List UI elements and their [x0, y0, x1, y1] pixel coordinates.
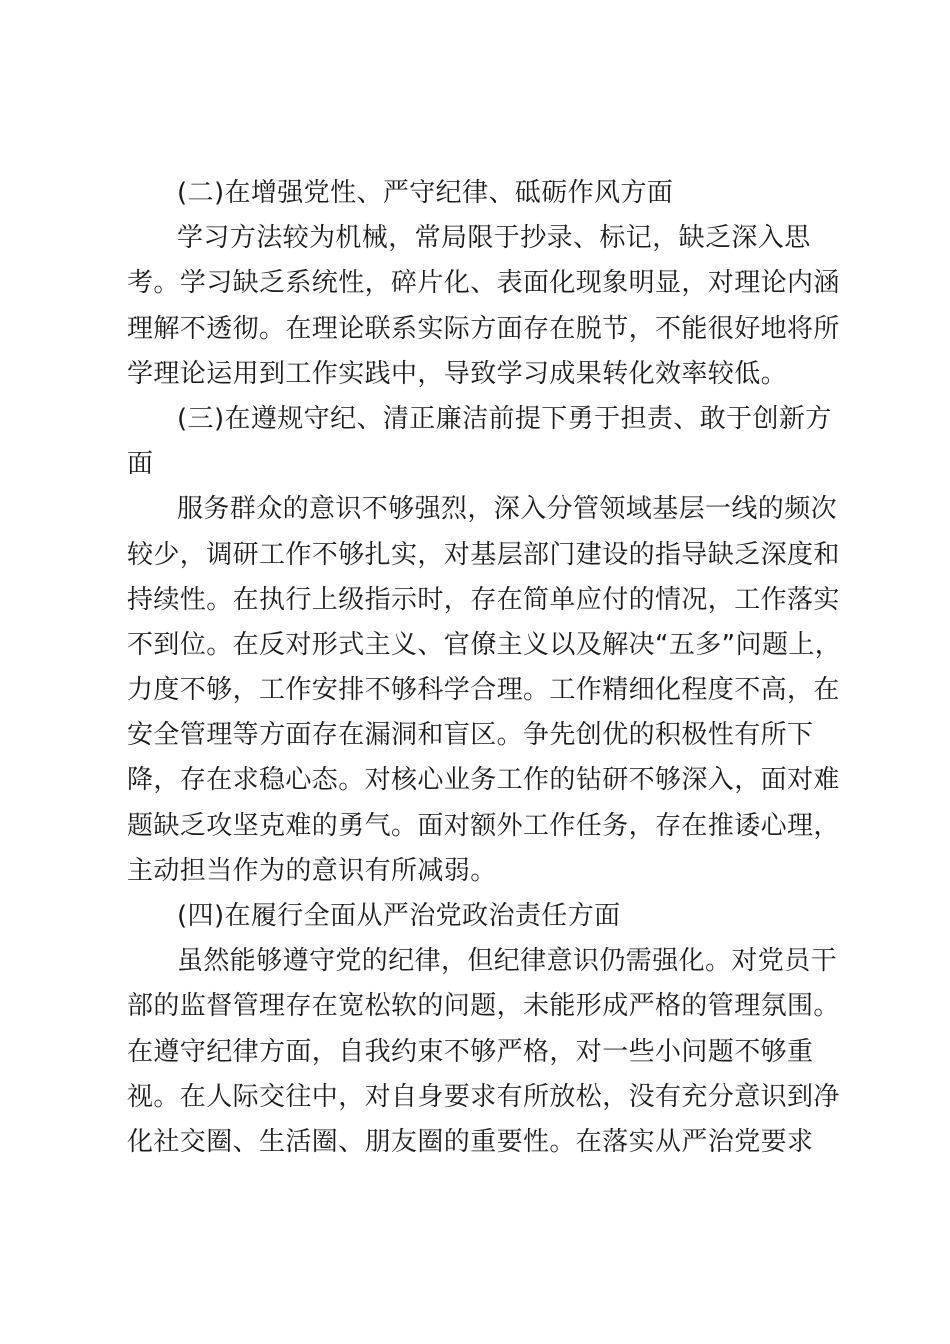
paragraph-line: 学理论运用到工作实践中，导致学习成果转化效率较低。	[127, 358, 788, 389]
section-heading-3-continued: 面	[127, 449, 154, 480]
paragraph-line: 不到位。在反对形式主义、官僚主义以及解决“五多”问题上，	[127, 629, 842, 660]
paragraph-line: 持续性。在执行上级指示时，存在简单应付的情况，工作落实	[127, 584, 840, 615]
paragraph-line: 理解不透彻。在理论联系实际方面存在脱节，不能很好地将所	[127, 313, 840, 344]
document-body	[127, 171, 842, 1165]
paragraph-line: 视。在人际交往中，对自身要求有所放松，没有充分意识到净	[127, 1081, 840, 1112]
section-heading-2: (二)在增强党性、严守纪律、砥砺作风方面	[177, 178, 674, 208]
paragraph-line: 部的监督管理存在宽松软的问题，未能形成严格的管理氛围。	[127, 991, 840, 1022]
paragraph-line: 题缺乏攻坚克难的勇气。面对额外工作任务，存在推诿心理，	[127, 810, 840, 841]
paragraph-line: 考。学习缺乏系统性，碎片化、表面化现象明显，对理论内涵	[127, 268, 840, 299]
paragraph-line: 学习方法较为机械，常局限于抄录、标记，缺乏深入思	[177, 223, 811, 254]
paragraph-line: 较少，调研工作不够扎实，对基层部门建设的指导缺乏深度和	[127, 539, 840, 570]
paragraph-line: 服务群众的意识不够强烈，深入分管领域基层一线的频次	[177, 494, 838, 525]
paragraph-line: 在遵守纪律方面，自我约束不够严格，对一些小问题不够重	[127, 1036, 814, 1067]
paragraph-line: 力度不够，工作安排不够科学合理。工作精细化程度不高，在	[127, 675, 840, 706]
paragraph-line: 化社交圈、生活圈、朋友圈的重要性。在落实从严治党要求	[127, 1126, 814, 1157]
section-heading-4: (四)在履行全面从严治党政治责任方面	[177, 901, 621, 931]
paragraph-line: 虽然能够遵守党的纪律，但纪律意识仍需强化。对党员干	[177, 946, 838, 977]
paragraph-line: 主动担当作为的意识有所减弱。	[127, 855, 497, 886]
section-heading-3: (三)在遵规守纪、清正廉洁前提下勇于担责、敢于创新方	[177, 403, 832, 434]
paragraph-line: 安全管理等方面存在漏洞和盲区。争先创优的积极性有所下	[127, 720, 814, 751]
paragraph-line: 降，存在求稳心态。对核心业务工作的钻研不够深入，面对难	[127, 765, 840, 796]
